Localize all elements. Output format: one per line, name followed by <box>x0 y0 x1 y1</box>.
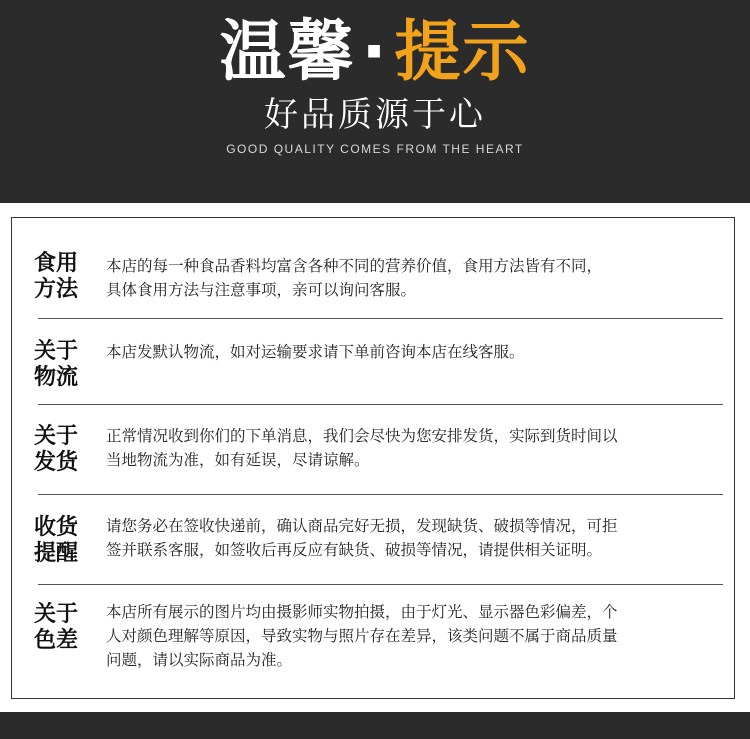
notice-label-line: 色差 <box>34 628 79 653</box>
notice-text-line: 问题，请以实际商品为准。 <box>106 651 293 669</box>
notice-text <box>106 600 716 672</box>
notice-text <box>106 340 716 364</box>
notice-text-line: 具体食用方法与注意事项，亲可以询问客服。 <box>106 281 417 299</box>
notice-label-line: 关于 <box>34 424 79 449</box>
notice-label-line: 方法 <box>34 277 79 302</box>
notice-text-line: 正常情况收到你们的下单消息，我们会尽快为您安排发货，实际到货时间以 <box>106 427 618 445</box>
notice-text <box>106 254 716 302</box>
page-title <box>0 12 750 92</box>
notice-text <box>106 424 716 472</box>
divider <box>38 494 723 495</box>
notice-label-line: 发货 <box>34 450 79 475</box>
notice-text-line: 人对颜色理解等原因，导致实物与照片存在差异，该类问题不属于商品质量 <box>106 627 618 645</box>
notice-text-line: 当地物流为准，如有延误，尽请谅解。 <box>106 451 370 469</box>
notice-text-line: 本店发默认物流，如对运输要求请下单前咨询本店在线客服。 <box>106 343 525 361</box>
divider <box>38 404 723 405</box>
notice-label-line: 食用 <box>34 251 79 276</box>
notice-text-line: 本店所有展示的图片均由摄影师实物拍摄，由于灯光、显示器色彩偏差，个 <box>106 603 618 621</box>
divider <box>38 584 723 585</box>
tagline: GOOD QUALITY COMES FROM THE HEART <box>226 142 524 156</box>
notice-label-line: 收货 <box>34 515 79 540</box>
notice-area <box>0 203 750 712</box>
title-dot: · <box>361 13 389 90</box>
notice-label <box>34 424 90 476</box>
notice-label <box>34 515 90 567</box>
title-accent: 提示 <box>394 13 531 90</box>
footer-band <box>0 712 750 739</box>
notice-text-line: 请您务必在签收快递前，确认商品完好无损，发现缺货、破损等情况，可拒 <box>106 517 618 535</box>
notice-label-line: 关于 <box>34 339 79 364</box>
notice-label-line: 物流 <box>34 365 79 390</box>
notice-text-line: 签并联系客服，如签收后再反应有缺货、破损等情况，请提供相关证明。 <box>106 541 603 559</box>
notice-label-line: 提醒 <box>34 541 79 566</box>
notice-text <box>106 514 716 562</box>
notice-label <box>34 251 90 303</box>
notice-panel <box>11 217 735 699</box>
notice-label <box>34 602 90 654</box>
title-main: 温馨 <box>219 13 356 90</box>
header-banner <box>0 0 750 203</box>
subtitle: 好品质源于心 <box>264 95 486 135</box>
notice-text-line: 本店的每一种食品香料均富含各种不同的营养价值，食用方法皆有不同， <box>106 257 603 275</box>
divider <box>38 318 723 319</box>
notice-label <box>34 339 90 391</box>
notice-label-line: 关于 <box>34 602 79 627</box>
